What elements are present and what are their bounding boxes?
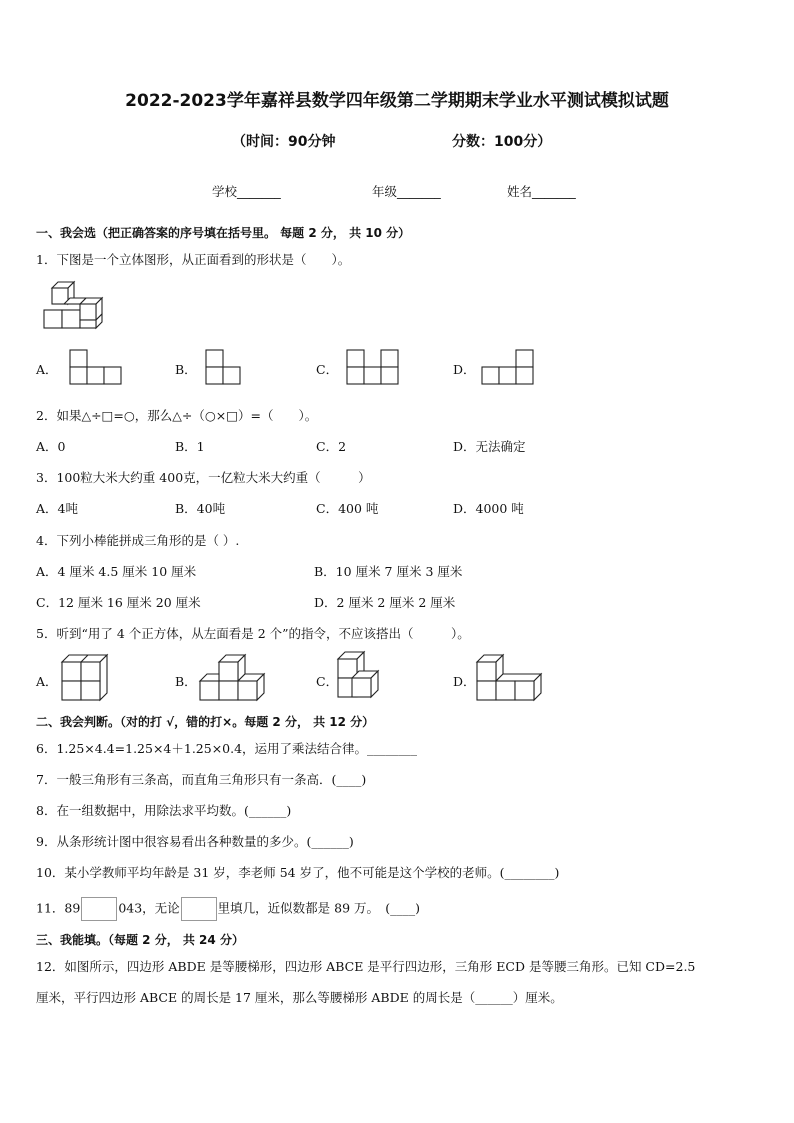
q11-part-3: 里填几，近似数都是 89 万。 (____) — [217, 900, 421, 916]
q1-option-a[interactable]: A． — [36, 362, 58, 377]
q2-option-a[interactable]: A．0 — [36, 439, 66, 454]
q4-option-d[interactable]: D．2 厘米 2 厘米 2 厘米 — [314, 595, 456, 610]
exam-score: 分数：100分） — [452, 134, 552, 150]
question-8: 8．在一组数据中，用除法求平均数。(______) — [36, 803, 292, 818]
q1-option-a-figure — [70, 350, 122, 384]
q2-option-d[interactable]: D．无法确定 — [453, 439, 526, 454]
section-1-heading: 一、我会选（把正确答案的序号填在括号里。 每题 2 分， 共 10 分） — [36, 226, 411, 240]
q1-option-b[interactable]: B． — [175, 362, 197, 377]
q5-option-b-figure — [200, 655, 268, 701]
q3-option-d[interactable]: D．4000 吨 — [453, 501, 524, 516]
q5-option-c[interactable]: C． — [316, 674, 339, 689]
question-4: 4．下列小棒能拼成三角形的是（ ）. — [36, 533, 240, 548]
q1-option-c-figure — [347, 350, 399, 384]
question-12-line-2: 厘米，平行四边形 ABCE 的周长是 17 厘米，那么等腰梯形 ABDE 的周长是（______）厘米。 — [36, 990, 563, 1005]
q3-option-b[interactable]: B．40吨 — [175, 501, 226, 516]
question-10: 10．某小学教师平均年龄是 31 岁，李老师 54 岁了，他不可能是这个学校的老师。(________) — [36, 865, 560, 880]
q1-option-b-figure — [206, 350, 242, 384]
q4-option-c[interactable]: C．12 厘米 16 厘米 20 厘米 — [36, 595, 201, 610]
q3-option-c[interactable]: C．400 吨 — [316, 501, 379, 516]
q2-option-b[interactable]: B．1 — [175, 439, 205, 454]
q5-option-a[interactable]: A． — [36, 674, 58, 689]
q1-solid-figure — [44, 282, 114, 332]
q2-option-c[interactable]: C．2 — [316, 439, 347, 454]
q5-option-d[interactable]: D． — [453, 674, 476, 689]
q11-part-1: 11．89 — [36, 900, 81, 916]
q4-option-a[interactable]: A．4 厘米 4.5 厘米 10 厘米 — [36, 564, 197, 579]
q1-option-d-figure — [482, 350, 534, 384]
question-5: 5．听到“用了 4 个正方体，从左面看是 2 个”的指令，不应该搭出（ ）。 — [36, 626, 470, 641]
q4-option-b[interactable]: B．10 厘米 7 厘米 3 厘米 — [314, 564, 463, 579]
question-6: 6．1.25×4.4=1.25×4＋1.25×0.4，运用了乘法结合律。________ — [36, 741, 418, 756]
question-11 — [36, 897, 420, 921]
q11-blank-box-1[interactable] — [81, 897, 117, 921]
q3-option-a[interactable]: A．4吨 — [36, 501, 78, 516]
q5-option-b[interactable]: B． — [175, 674, 197, 689]
school-field[interactable]: 学校_______ — [212, 184, 281, 199]
q1-option-c[interactable]: C． — [316, 362, 339, 377]
question-9: 9．从条形统计图中很容易看出各种数量的多少。(______) — [36, 834, 354, 849]
question-7: 7．一般三角形有三条高，而直角三角形只有一条高．(____) — [36, 772, 367, 787]
page-title: 2022-2023学年嘉祥县数学四年级第二学期期末学业水平测试模拟试题 — [125, 91, 669, 111]
q5-option-c-figure — [338, 652, 386, 704]
q11-part-2: 043，无论 — [118, 900, 180, 916]
question-1: 1．下图是一个立体图形，从正面看到的形状是（ ）。 — [36, 252, 351, 267]
q11-blank-box-2[interactable] — [181, 897, 217, 921]
grade-field[interactable]: 年级_______ — [372, 184, 441, 199]
q5-option-d-figure — [477, 655, 545, 701]
q1-option-d[interactable]: D． — [453, 362, 476, 377]
exam-time: （时间：90分钟 — [232, 134, 336, 150]
q5-option-a-figure — [62, 655, 110, 701]
question-2: 2．如果△÷□=○，那么△÷（○×□）=（ ）。 — [36, 408, 318, 423]
name-field[interactable]: 姓名_______ — [507, 184, 576, 199]
section-3-heading: 三、我能填。（每题 2 分， 共 24 分） — [36, 933, 244, 947]
question-3: 3．100粒大米大约重 400克，一亿粒大米大约重（ ） — [36, 470, 371, 485]
section-2-heading: 二、我会判断。（对的打 √，错的打×。每题 2 分， 共 12 分） — [36, 715, 375, 729]
question-12-line-1: 12．如图所示，四边形 ABDE 是等腰梯形，四边形 ABCE 是平行四边形，三角形 ECD 是等腰三角形。已知 CD=2.5 — [36, 959, 696, 974]
